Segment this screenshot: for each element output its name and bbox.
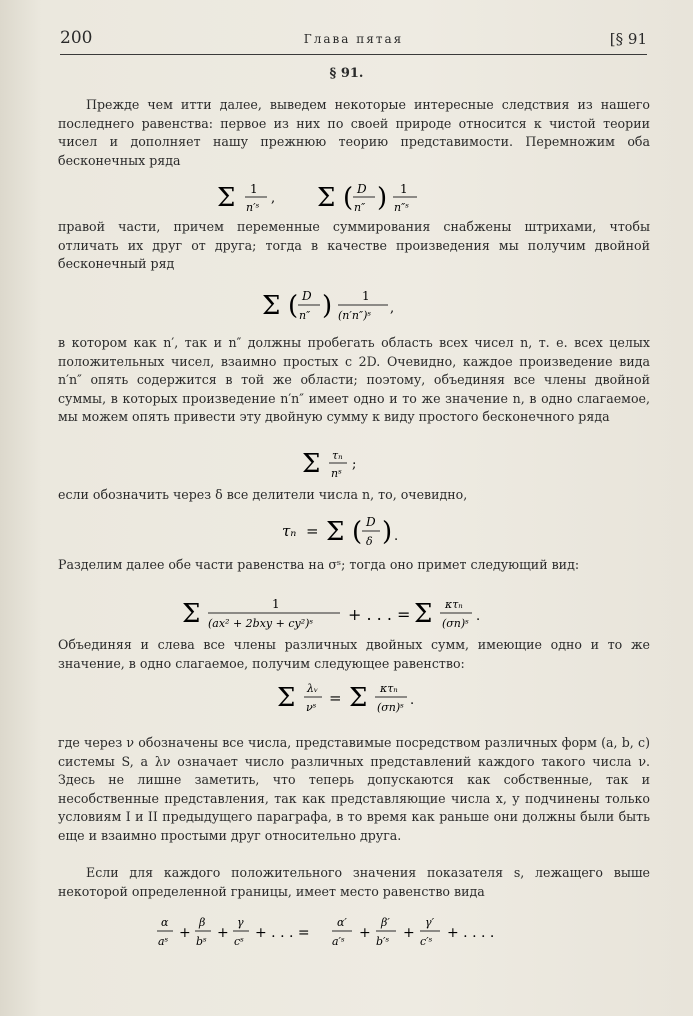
svg-text:+: + <box>178 925 191 941</box>
svg-text:cˢ: cˢ <box>233 935 244 948</box>
svg-text:Σ: Σ <box>261 291 280 321</box>
svg-text:+ . . . =: + . . . = <box>347 605 410 624</box>
svg-text:α: α <box>160 916 168 929</box>
svg-text:): ) <box>381 517 392 547</box>
svg-text:=: = <box>305 522 319 540</box>
formula-simple-series <box>0 442 693 486</box>
svg-text:Σ: Σ <box>316 183 335 213</box>
svg-text:+: + <box>358 925 371 941</box>
svg-text:κτₙ: κτₙ <box>444 598 463 611</box>
svg-text:1: 1 <box>271 597 280 611</box>
svg-text:1: 1 <box>399 182 408 196</box>
svg-text:): ) <box>376 183 387 213</box>
svg-text:β: β <box>198 916 205 929</box>
svg-text:+: + <box>402 925 415 941</box>
svg-text:1: 1 <box>249 182 258 196</box>
svg-text:νˢ: νˢ <box>305 701 316 714</box>
formula-series-pair <box>0 176 693 220</box>
formula-double-series <box>0 282 693 330</box>
svg-text:n″: n″ <box>298 309 310 322</box>
svg-text:γ: γ <box>236 916 244 929</box>
svg-text:;: ; <box>351 457 356 472</box>
running-header <box>60 28 647 55</box>
paragraph-4: если обозначить через δ все делители числа n, то, очевидно, <box>58 487 468 502</box>
svg-text:β′: β′ <box>380 916 390 929</box>
svg-text:τₙ: τₙ <box>331 449 343 462</box>
svg-text:.: . <box>475 609 480 624</box>
svg-text:+ . . . .: + . . . . <box>446 925 494 941</box>
formula-tau-definition <box>0 510 693 554</box>
svg-text:α′: α′ <box>336 916 347 929</box>
svg-text:bˢ: bˢ <box>195 935 207 948</box>
section-title: § 91. <box>329 66 364 81</box>
svg-text:(σn)ˢ: (σn)ˢ <box>441 617 469 630</box>
paragraph-3: в котором как n′, так и n″ должны пробегать область всех чисел n, т. е. всех целых положительных чисел, взаимно простых с 2D. Очевидно, каждое произведение вида n′n″ опять содержится в той же области; поэтому, объединяя все члены двойной суммы, в которых произведение n′n″ имеет одно и то же значение n, в одно слагаемое, мы можем опять привести эту двойную сумму к виду простого бесконечного ряда <box>58 335 650 425</box>
svg-text:(: ( <box>342 183 353 213</box>
svg-text:): ) <box>321 291 332 321</box>
svg-text:γ′: γ′ <box>424 916 434 929</box>
svg-text:Σ: Σ <box>413 599 432 629</box>
paragraph-1: Прежде чем итти далее, выведем некоторые интересные следствия из нашего последнего равенства: первое из них по своей природе относится к чистой теории чисел и дополняет нашу прежнюю теорию представимости. Перемножим оба бесконечных ряда <box>58 97 650 168</box>
svg-text:.: . <box>409 693 414 708</box>
svg-text:1: 1 <box>361 289 370 303</box>
svg-text:Σ: Σ <box>216 183 235 213</box>
section-reference: [§ 91 <box>609 30 647 48</box>
svg-text:D: D <box>365 515 376 529</box>
svg-text:D: D <box>356 182 367 196</box>
formula-lambda-equality <box>0 676 693 720</box>
svg-text:c′ˢ: c′ˢ <box>419 935 432 948</box>
paragraph-2: правой части, причем переменные суммирования снабжены штрихами, чтобы отличать их друг от друга; тогда в качестве произведения мы получим двойной бесконечный ряд <box>58 219 650 272</box>
svg-text:+ . . . =: + . . . = <box>254 925 310 941</box>
svg-text:Σ: Σ <box>325 517 344 547</box>
svg-text:κτₙ: κτₙ <box>379 682 398 695</box>
svg-text:Σ: Σ <box>348 683 367 713</box>
page-number: 200 <box>60 28 93 48</box>
svg-text:λᵥ: λᵥ <box>306 682 318 695</box>
svg-text:(σn)ˢ: (σn)ˢ <box>376 701 404 714</box>
paragraph-8: Если для каждого положительного значения показателя s, лежащего выше некоторой определенной границы, имеет место равенство вида <box>58 865 650 899</box>
svg-text:,: , <box>270 191 275 206</box>
svg-text:(: ( <box>351 517 362 547</box>
svg-text:b′ˢ: b′ˢ <box>375 935 389 948</box>
svg-text:δ: δ <box>365 535 373 548</box>
svg-text:τₙ: τₙ <box>281 522 296 540</box>
svg-text:(: ( <box>287 291 298 321</box>
svg-text:,: , <box>389 301 394 316</box>
svg-text:n″ˢ: n″ˢ <box>393 201 409 214</box>
svg-text:n″: n″ <box>353 201 365 214</box>
svg-text:(ax² + 2bxy + cy²)ˢ: (ax² + 2bxy + cy²)ˢ <box>207 617 313 630</box>
svg-text:+: + <box>216 925 229 941</box>
svg-text:Σ: Σ <box>301 449 320 479</box>
svg-text:.: . <box>393 529 398 544</box>
svg-text:aˢ: aˢ <box>157 935 168 948</box>
paragraph-5: Разделим далее обе части равенства на σˢ; тогда оно примет следующий вид: <box>58 557 580 572</box>
formula-divided-equality <box>0 592 693 636</box>
svg-text:=: = <box>328 689 342 707</box>
chapter-title: Глава пятая <box>303 32 404 46</box>
svg-text:Σ: Σ <box>181 599 200 629</box>
formula-dirichlet-equality <box>0 910 693 954</box>
paragraph-7: где через ν обозначены все числа, представимые посредством различных форм (a, b, c) системы S, а λν означает число различных представлений каждого такого числа ν. Здесь не лишне заметить, что теперь допускаются как собственные, так и несобственные представления, так как представляющие числа x, y подчинены только условиям I и II предыдущего параграфа, в то время как раньше они должны были быть еще и взаимно простыми друг относительно друга. <box>58 735 650 843</box>
svg-text:D: D <box>301 289 312 303</box>
paragraph-6: Объединяя и слева все члены различных двойных сумм, имеющие одно и то же значение, в одно слагаемое, получим следующее равенство: <box>58 637 650 671</box>
svg-text:Σ: Σ <box>276 683 295 713</box>
svg-text:n′ˢ: n′ˢ <box>245 201 259 214</box>
svg-text:nˢ: nˢ <box>330 467 342 480</box>
svg-text:a′ˢ: a′ˢ <box>331 935 345 948</box>
svg-text:(n′n″)ˢ: (n′n″)ˢ <box>337 309 371 322</box>
